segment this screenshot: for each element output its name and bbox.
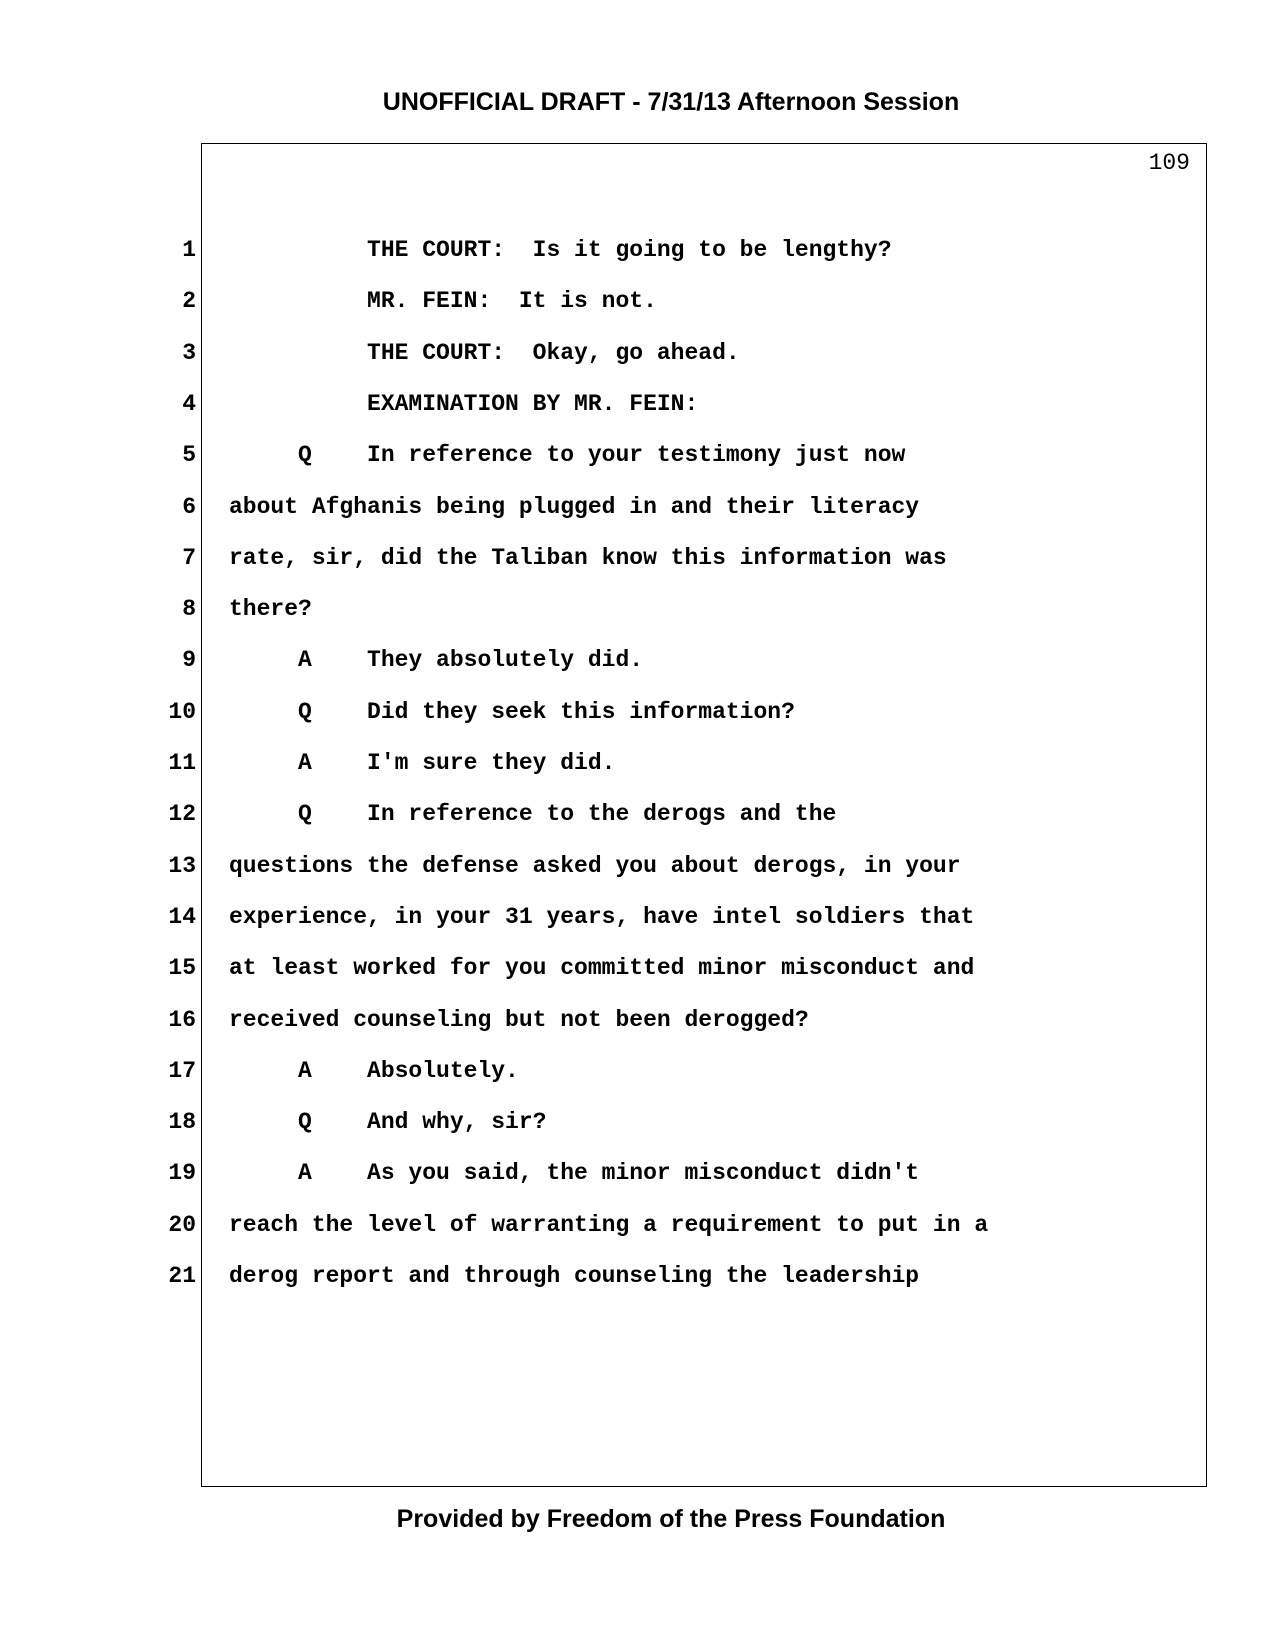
line-number: 19 [168, 1160, 196, 1186]
transcript-line: rate, sir, did the Taliban know this information was [229, 545, 947, 571]
line-number: 17 [168, 1058, 196, 1084]
transcript-line: A Absolutely. [229, 1058, 519, 1084]
line-number: 1 [182, 237, 196, 263]
line-number: 20 [168, 1212, 196, 1238]
line-number: 13 [168, 853, 196, 879]
transcript-line: THE COURT: Is it going to be lengthy? [229, 237, 892, 263]
line-number: 12 [168, 801, 196, 827]
line-number: 11 [168, 750, 196, 776]
transcript-line: reach the level of warranting a requirement to put in a [229, 1212, 989, 1238]
transcript-line: A They absolutely did. [229, 647, 644, 673]
transcript-line: Q In reference to your testimony just now [229, 442, 906, 468]
transcript-line: derog report and through counseling the leadership [229, 1263, 920, 1289]
line-number: 7 [182, 545, 196, 571]
line-number: 5 [182, 442, 196, 468]
transcript-line: there? [229, 596, 312, 622]
transcript-line: questions the defense asked you about derogs, in your [229, 853, 961, 879]
line-number: 14 [168, 904, 196, 930]
line-number: 6 [182, 494, 196, 520]
transcript-line: Q In reference to the derogs and the [229, 801, 837, 827]
line-number: 10 [168, 699, 196, 725]
line-number: 18 [168, 1109, 196, 1135]
line-number: 2 [182, 288, 196, 314]
document-footer: Provided by Freedom of the Press Foundation [396, 1505, 946, 1533]
transcript-line: received counseling but not been derogged? [229, 1007, 809, 1033]
transcript-line: EXAMINATION BY MR. FEIN: [229, 391, 699, 417]
page-number: 109 [1148, 150, 1190, 176]
line-number: 21 [168, 1263, 196, 1289]
line-number: 8 [182, 596, 196, 622]
transcript-line: Q And why, sir? [229, 1109, 547, 1135]
transcript-line: experience, in your 31 years, have intel soldiers that [229, 904, 975, 930]
line-number: 15 [168, 955, 196, 981]
transcript-line: A I'm sure they did. [229, 750, 616, 776]
line-number: 16 [168, 1007, 196, 1033]
transcript-line: MR. FEIN: It is not. [229, 288, 657, 314]
transcript-line: Q Did they seek this information? [229, 699, 795, 725]
transcript-line: at least worked for you committed minor misconduct and [229, 955, 975, 981]
line-number: 3 [182, 340, 196, 366]
transcript-line: about Afghanis being plugged in and their literacy [229, 494, 920, 520]
line-number: 9 [182, 647, 196, 673]
line-number: 4 [182, 391, 196, 417]
transcript-line: THE COURT: Okay, go ahead. [229, 340, 740, 366]
document-header: UNOFFICIAL DRAFT - 7/31/13 Afternoon Session [382, 88, 960, 116]
transcript-line: A As you said, the minor misconduct didn't [229, 1160, 920, 1186]
